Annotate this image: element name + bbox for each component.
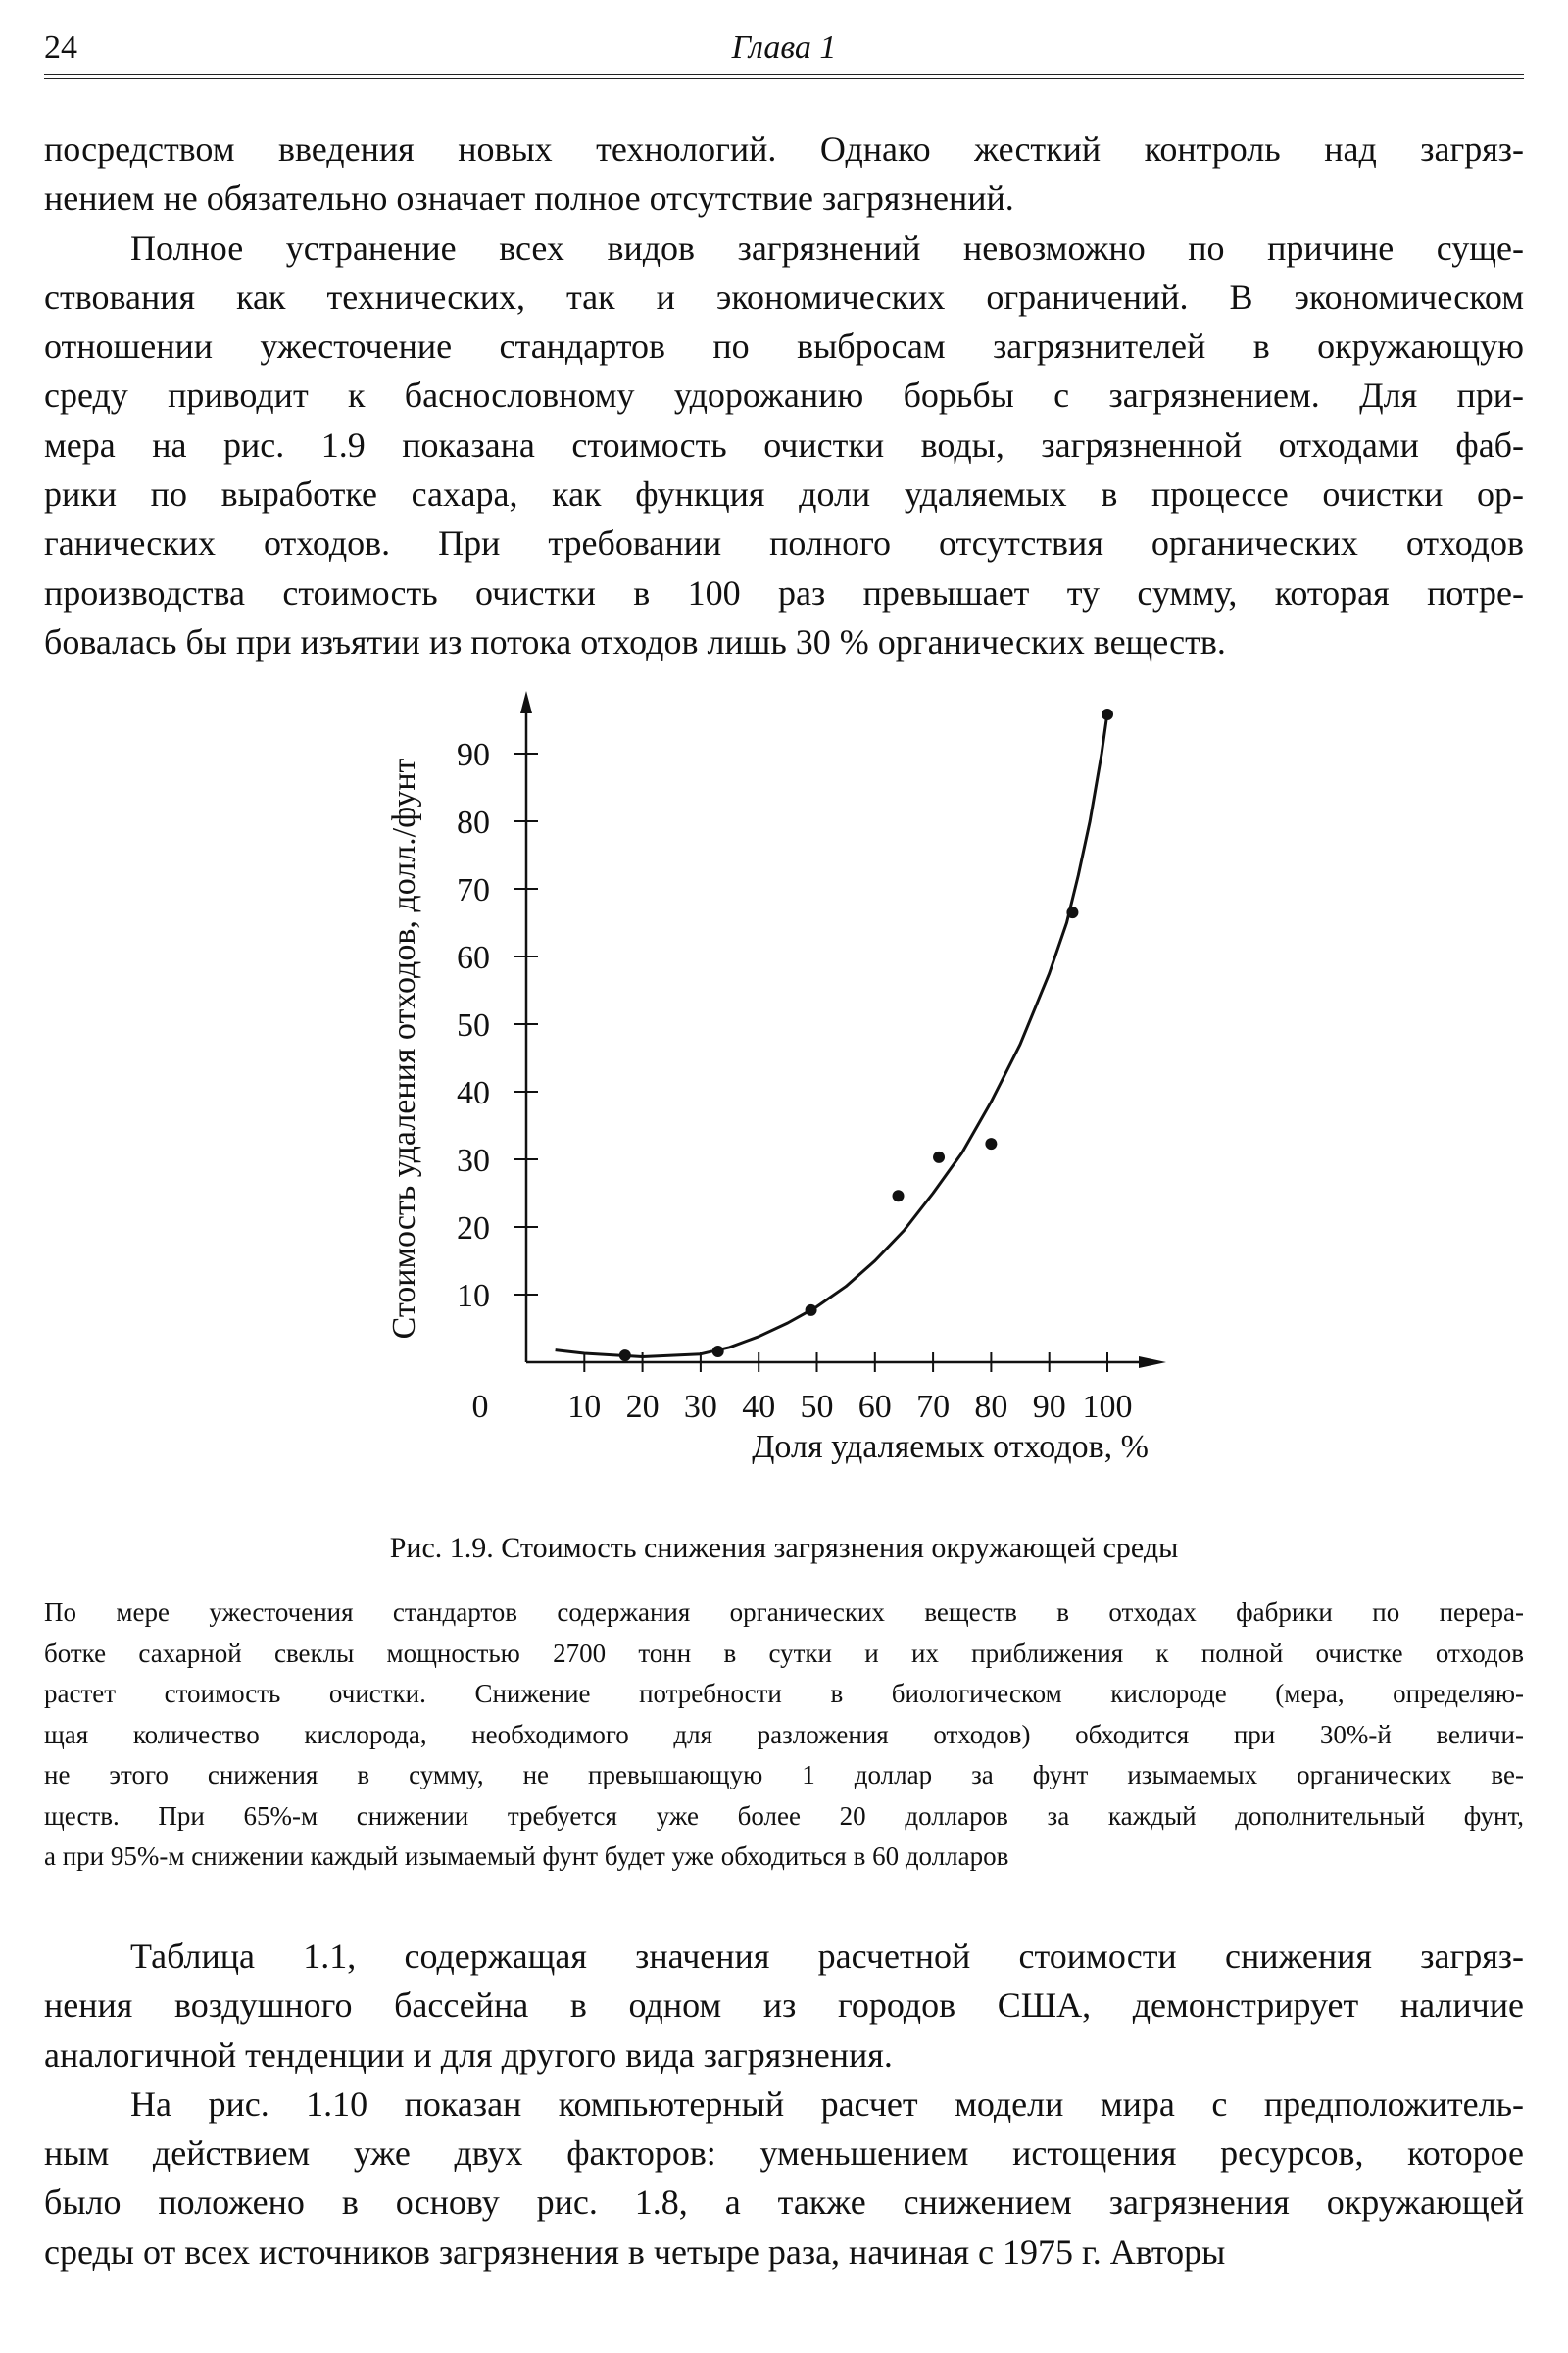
text-line: ганических отходов. При требовании полного отсутствия органических отходов xyxy=(44,523,1524,564)
note-line: не этого снижения в сумму, не превышающую 1 доллар за фунт изымаемых органических ве- xyxy=(44,1760,1524,1789)
data-point xyxy=(806,1304,817,1316)
header-rule-thin xyxy=(44,78,1524,79)
fit-curve xyxy=(556,713,1107,1357)
y-tick-label: 90 xyxy=(457,737,490,773)
text-line: среду приводит к баснословному удорожанию борьбы с загрязнением. Для при- xyxy=(44,375,1524,416)
text-line: производства стоимость очистки в 100 раз превышает ту сумму, которая потре- xyxy=(44,572,1524,613)
x-tick-label: 30 xyxy=(683,1389,717,1425)
header-rule xyxy=(44,74,1524,75)
x-axis-label: Доля удаляемых отходов, % xyxy=(752,1429,1149,1465)
running-header-chapter: Глава 1 xyxy=(731,29,837,66)
data-point xyxy=(619,1349,631,1361)
x-tick-label: 10 xyxy=(567,1389,602,1425)
x-tick-label: 20 xyxy=(625,1389,660,1425)
text-line: Таблица 1.1, содержащая значения расчетной стоимости снижения загряз- xyxy=(130,1936,1524,1976)
note-line: По мере ужесточения стандартов содержания органических веществ в отходах фабрики по перера- xyxy=(44,1597,1524,1627)
x-origin-label: 0 xyxy=(471,1389,489,1425)
x-tick-label: 90 xyxy=(1032,1389,1066,1425)
text-line: нением не обязательно означает полное отсутствие загрязнений. xyxy=(44,178,1014,219)
x-tick-label: 40 xyxy=(742,1389,776,1425)
data-point xyxy=(985,1138,997,1150)
text-line: мера на рис. 1.9 показана стоимость очистки воды, загрязненной отходами фаб- xyxy=(44,424,1524,465)
y-tick-label: 70 xyxy=(457,872,490,908)
text-line: отношении ужесточение стандартов по выбросам загрязнителей в окружающую xyxy=(44,326,1524,367)
y-tick-label: 40 xyxy=(457,1075,490,1111)
cost-chart xyxy=(353,676,1176,1499)
y-tick-label: 20 xyxy=(457,1210,490,1247)
body-text-bottom xyxy=(44,1932,1524,2277)
text-line: ным действием уже двух факторов: уменьшением истощения ресурсов, которое xyxy=(44,2133,1524,2174)
text-line: было положено в основу рис. 1.8, а также снижением загрязнения окружающей xyxy=(44,2182,1524,2223)
y-axis-label: Стоимость удаления отходов, долл./фунт xyxy=(386,758,422,1340)
x-tick-label: 100 xyxy=(1082,1389,1133,1425)
data-point xyxy=(1102,709,1113,720)
data-point xyxy=(893,1190,905,1201)
text-line: рики по выработке сахара, как функция доли удаляемых в процессе очистки ор- xyxy=(44,474,1524,515)
y-tick-label: 60 xyxy=(457,940,490,976)
body-text-top xyxy=(44,124,1524,666)
x-tick-label: 80 xyxy=(974,1389,1008,1425)
x-tick-label: 70 xyxy=(916,1389,951,1425)
text-line: нения воздушного бассейна в одном из городов США, демонстрирует наличие xyxy=(44,1985,1524,2026)
x-tick-label: 50 xyxy=(800,1389,834,1425)
figure-note xyxy=(44,1593,1524,1878)
text-line: На рис. 1.10 показан компьютерный расчет модели мира с предположитель- xyxy=(130,2083,1524,2124)
data-point xyxy=(933,1152,945,1163)
note-line: а при 95%-м снижении каждый изымаемый фунт будет уже обходиться в 60 долларов xyxy=(44,1841,1009,1871)
x-tick-label: 60 xyxy=(858,1389,892,1425)
text-line: бовалась бы при изъятии из потока отходов лишь 30 % органических веществ. xyxy=(44,621,1226,662)
text-line: посредством введения новых технологий. Однако жесткий контроль над загряз- xyxy=(44,129,1524,169)
note-line: растет стоимость очистки. Снижение потребности в биологическом кислороде (мера, определяю- xyxy=(44,1679,1524,1708)
y-tick-label: 80 xyxy=(457,805,490,841)
data-point xyxy=(1066,907,1078,918)
y-tick-label: 10 xyxy=(457,1278,490,1314)
x-axis-arrow-icon xyxy=(1139,1356,1166,1368)
y-tick-label: 30 xyxy=(457,1143,490,1179)
note-line: ществ. При 65%-м снижении требуется уже более 20 долларов за каждый дополнительный фунт, xyxy=(44,1800,1524,1831)
y-axis-arrow-icon xyxy=(520,691,532,713)
note-line: ботке сахарной свеклы мощностью 2700 тонн в сутки и их приближения к полной очистке отходов xyxy=(44,1638,1524,1668)
text-line: среды от всех источников загрязнения в четыре раза, начиная с 1975 г. Авторы xyxy=(44,2231,1226,2272)
data-point xyxy=(712,1346,724,1357)
text-line: ствования как технических, так и экономических ограничений. В экономическом xyxy=(44,276,1524,317)
y-tick-label: 50 xyxy=(457,1007,490,1044)
text-line: Полное устранение всех видов загрязнений невозможно по причине суще- xyxy=(130,227,1524,268)
page-number: 24 xyxy=(44,29,77,66)
text-line: аналогичной тенденции и для другого вида загрязнения. xyxy=(44,2034,893,2075)
note-line: щая количество кислорода, необходимого для разложения отходов) обходится при 30%-й величи- xyxy=(44,1719,1524,1749)
figure-caption: Рис. 1.9. Стоимость снижения загрязнения окружающей среды xyxy=(389,1532,1179,1564)
